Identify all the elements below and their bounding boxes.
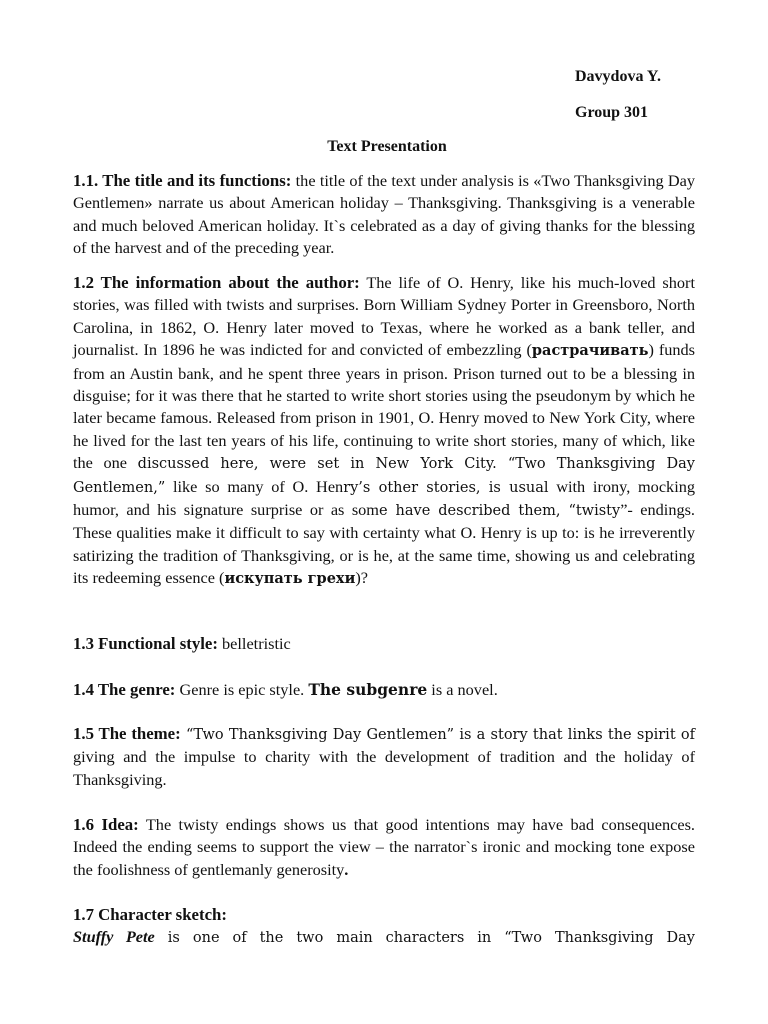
section-functional-style <box>73 633 695 655</box>
section-label: 1.2 The information about the author: <box>73 273 360 292</box>
group-number: Group 301 <box>575 104 649 121</box>
russian-gloss: растрачивать <box>531 342 649 360</box>
section-label: 1.3 Functional style: <box>73 634 218 653</box>
author-name: Davydova Y. <box>575 68 661 85</box>
section-text: belletristic <box>217 634 291 653</box>
section-text: ”- endings. These qualities make it difficult to say with certainty what O. Henry is up to: is he irreverently satirizing the tradition of Thanksgiving, or is he, at the same time, showing us and celebrating its redeeming essence ( <box>73 500 696 588</box>
highlighted-text: e have described them, “twisty <box>378 503 621 520</box>
highlighted-text: ry’s other stories, is usual <box>343 479 549 496</box>
section-label: 1.6 Idea: <box>73 815 139 834</box>
section-genre <box>73 679 695 701</box>
section-label: 1.4 The genre: <box>73 680 176 699</box>
section-text: is a novel. <box>427 680 498 699</box>
section-title-functions <box>73 170 695 260</box>
section-theme <box>73 723 695 791</box>
section-text: Genre is epic style. <box>175 680 309 699</box>
character-name: Stuffy Pete <box>73 927 155 947</box>
section-label: 1.1. The title and its functions: <box>73 171 292 190</box>
highlighted-text: The subgenre <box>308 680 428 699</box>
section-text: the title of the text under analysis is «Two Thanksgiving Day Gentlemen» narrate us about American holiday – Thanksgiving. Thanksgiving is a venerable and much beloved American holiday. It`s celebrated as a day of giving thanks for the blessing of the harvest and of the preceding year. <box>73 171 695 258</box>
highlighted-text: “Two Thanksgiving Day Gentlemen” is a story that links the spirit of <box>180 727 695 743</box>
section-text: The twisty endings shows us that good intentions may have bad consequences. Indeed the ending seems to support the view – the narrator`s ironic and mocking tone expose the foolishness of gentlemanly generosity <box>73 815 695 879</box>
section-author-info <box>73 272 695 591</box>
section-text: like so many of O. Hen <box>165 476 344 496</box>
section-text: with irony, mocking humor, and his signature surprise or as som <box>73 476 695 520</box>
section-idea <box>73 814 695 881</box>
section-text: )? <box>355 568 368 588</box>
section-label: 1.5 The theme: <box>73 724 181 743</box>
section-end-mark: . <box>344 859 349 879</box>
section-label: 1.7 Character sketch: <box>73 905 227 924</box>
section-character-sketch <box>73 904 695 950</box>
highlighted-text: discussed here, were set in New York City. “Two Thanksgiving Day Gentlemen,” <box>73 456 695 496</box>
russian-gloss: искупать грехи <box>224 570 356 588</box>
section-text: giving and the impulse to charity with the development of tradition and the holiday of Thanksgiving. <box>73 747 695 789</box>
document-title: Text Presentation <box>327 138 447 155</box>
section-text: is one of the two main characters in “Two Thanksgiving Day <box>154 930 695 947</box>
section-text: The life of O. Henry, like his much-loved short stories, was filled with twists and surprises. Born William Sydney Porter in Greensboro, North Carolina, in 1862, O. Henry later moved to Texas, where he worked as a bank teller, and journalist. In 1896 he was indicted for and convicted of embezzling ( <box>73 273 695 360</box>
section-text: ) funds from an Austin bank, and he spent three years in prison. Prison turned out to be a blessing in disguise; for it was there that he started to write short stories using the pseudonym by which he later became famous. Released from prison in 1901, O. Henry moved to New York City, where he lived for the last ten years of his life, continuing to write short stories, many of which, like the one <box>73 340 696 473</box>
